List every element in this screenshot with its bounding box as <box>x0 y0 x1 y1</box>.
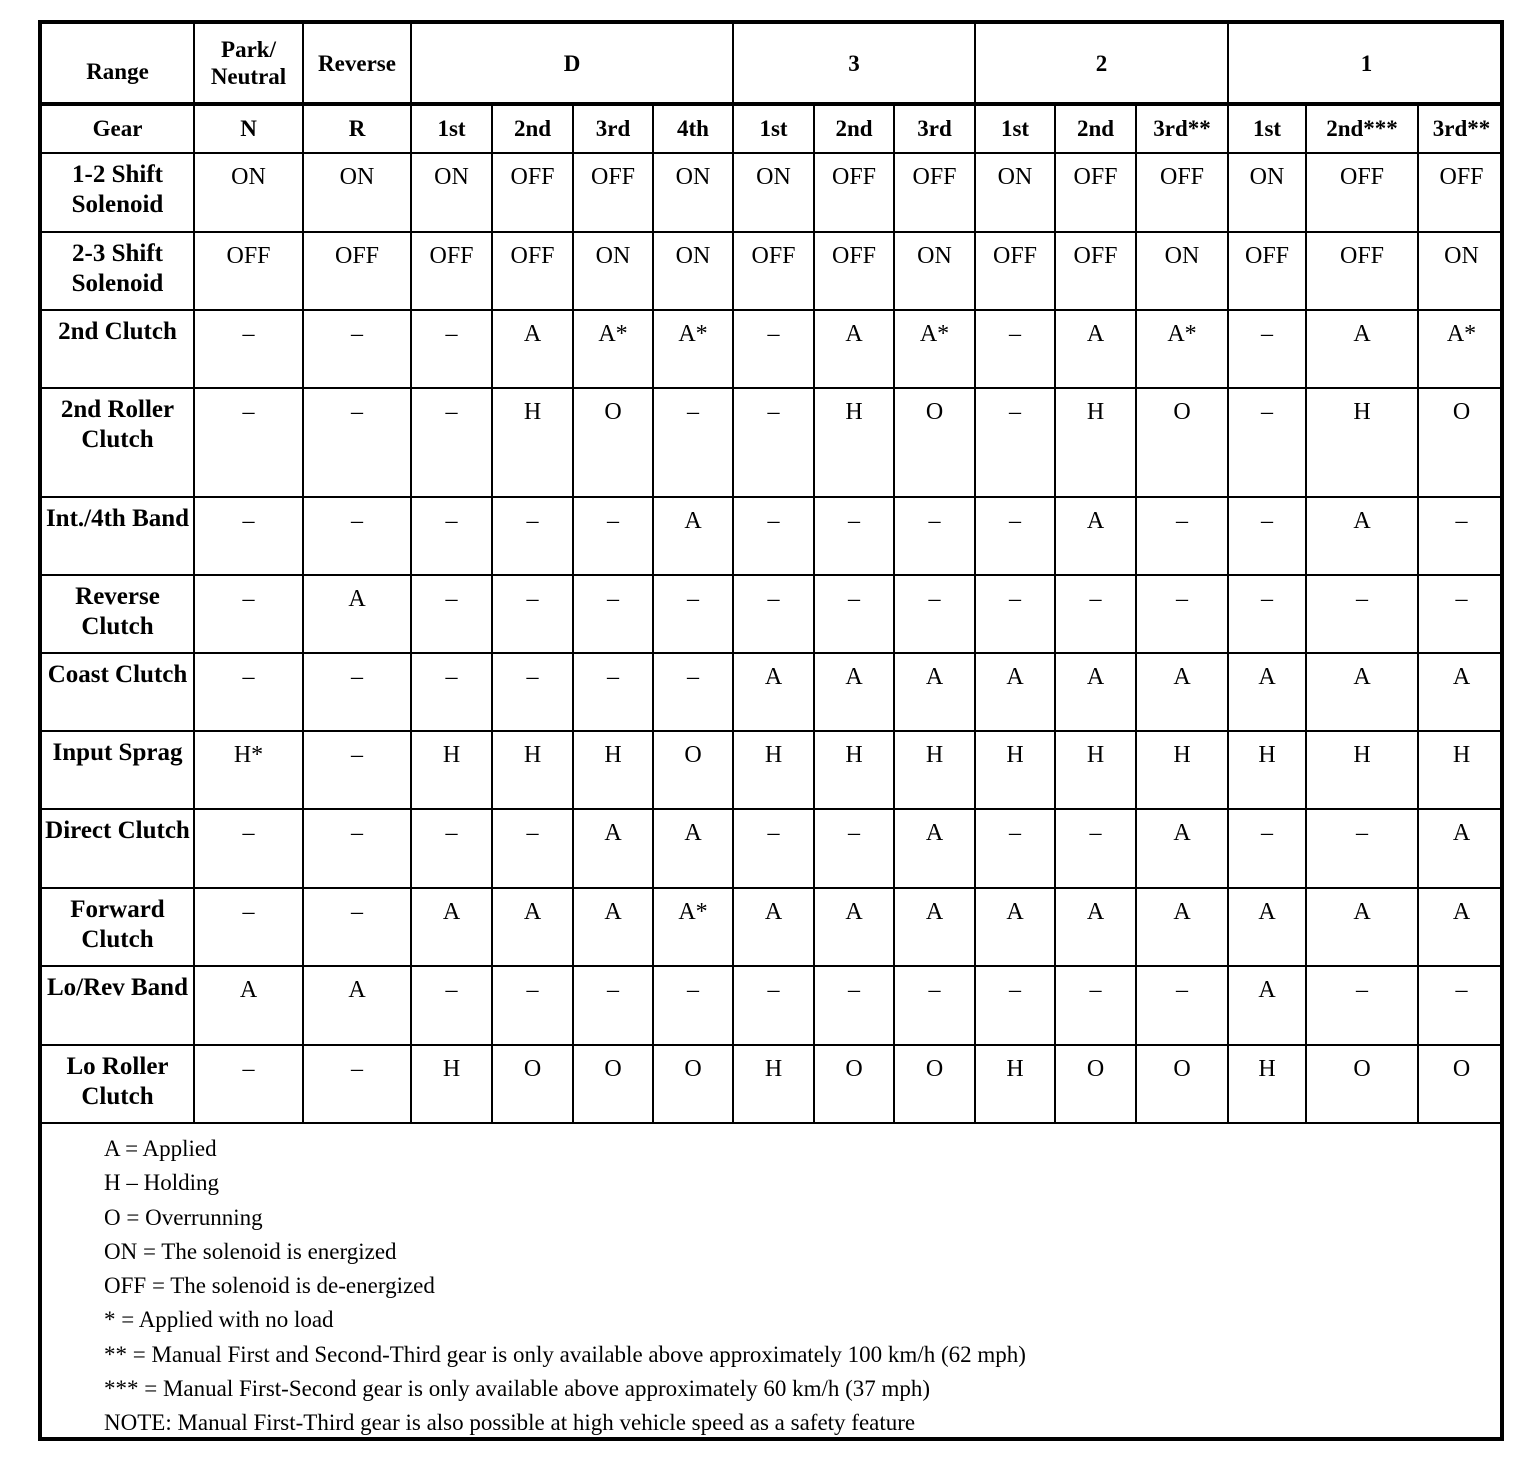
table-cell: – <box>1136 575 1228 653</box>
table-cell: OFF <box>492 232 573 310</box>
table-cell: O <box>1136 1045 1228 1123</box>
table-cell: – <box>814 966 894 1045</box>
table-cell: – <box>492 653 573 731</box>
table-cell: – <box>573 653 653 731</box>
table-cell: – <box>194 575 303 653</box>
table-cell: – <box>653 653 733 731</box>
gear-cell: N <box>194 104 303 153</box>
table-cell: A <box>1306 310 1418 388</box>
table-cell: – <box>303 653 411 731</box>
table-cell: – <box>1136 497 1228 575</box>
table-cell: – <box>492 497 573 575</box>
table-cell: OFF <box>1306 232 1418 310</box>
legend-line: * = Applied with no load <box>104 1307 334 1333</box>
table-row <box>42 232 1504 310</box>
table-cell: ON <box>411 153 492 232</box>
table-cell: – <box>303 809 411 888</box>
table-cell: – <box>303 731 411 809</box>
row-label: Input Sprag <box>42 731 194 809</box>
gear-cell: 3rd <box>894 104 975 153</box>
table-cell: H <box>1228 731 1306 809</box>
gear-cell: 3rd <box>573 104 653 153</box>
table-cell: – <box>1228 575 1306 653</box>
table-cell: A <box>1136 809 1228 888</box>
range-reverse: Reverse <box>303 24 411 104</box>
table-cell: A <box>975 653 1055 731</box>
gear-cell: 3rd** <box>1418 104 1504 153</box>
table-cell: H <box>975 1045 1055 1123</box>
gear-cell: 2nd <box>1055 104 1136 153</box>
table-cell: H <box>1306 731 1418 809</box>
table-cell: – <box>303 497 411 575</box>
table-cell: – <box>975 966 1055 1045</box>
table-cell: A <box>1306 888 1418 966</box>
table-cell: – <box>975 809 1055 888</box>
table-cell: A <box>1228 966 1306 1045</box>
table-cell: – <box>653 966 733 1045</box>
table-cell: OFF <box>411 232 492 310</box>
table-cell: – <box>653 575 733 653</box>
table-row <box>42 809 1504 888</box>
table-cell: ON <box>653 232 733 310</box>
table-cell: A <box>1055 310 1136 388</box>
table-cell: – <box>303 888 411 966</box>
table-cell: OFF <box>194 232 303 310</box>
table-cell: ON <box>1136 232 1228 310</box>
table-cell: – <box>894 966 975 1045</box>
table-cell: – <box>194 388 303 497</box>
table-cell: A* <box>894 310 975 388</box>
table-cell: H <box>894 731 975 809</box>
table-cell: A <box>1055 888 1136 966</box>
table-cell: A <box>303 966 411 1045</box>
table-cell: O <box>1306 1045 1418 1123</box>
table-cell: – <box>411 653 492 731</box>
table-cell: H* <box>194 731 303 809</box>
table-cell: – <box>733 310 814 388</box>
table-cell: – <box>1228 388 1306 497</box>
table-cell: – <box>411 966 492 1045</box>
gear-cell: 2nd*** <box>1306 104 1418 153</box>
table-cell: OFF <box>303 232 411 310</box>
range-row <box>42 24 1504 104</box>
range-2: 2 <box>975 24 1228 104</box>
table-cell: A <box>1418 888 1504 966</box>
table-cell: – <box>573 575 653 653</box>
table-cell: H <box>492 388 573 497</box>
table-cell: – <box>1055 575 1136 653</box>
table-cell: A <box>1055 653 1136 731</box>
table-cell: OFF <box>1055 153 1136 232</box>
row-label: 2-3 Shift Solenoid <box>42 232 194 310</box>
table-row <box>42 310 1504 388</box>
legend <box>104 1132 1026 1441</box>
gear-cell: 1st <box>411 104 492 153</box>
table-cell: – <box>975 388 1055 497</box>
table-cell: A <box>1136 888 1228 966</box>
table-cell: – <box>573 497 653 575</box>
table-cell: ON <box>653 153 733 232</box>
legend-line: O = Overrunning <box>104 1204 263 1230</box>
table-cell: – <box>411 388 492 497</box>
gear-cell: 1st <box>975 104 1055 153</box>
table-cell: – <box>975 575 1055 653</box>
table-cell: A <box>894 888 975 966</box>
gear-label: Gear <box>42 104 194 153</box>
table-cell: H <box>1418 731 1504 809</box>
legend-line: *** = Manual First-Second gear is only available above approximately 60 km/h (37 mph) <box>104 1376 931 1402</box>
table-cell: OFF <box>1228 232 1306 310</box>
table-cell: A <box>814 310 894 388</box>
table-cell: A <box>573 809 653 888</box>
table-cell: – <box>411 575 492 653</box>
table-cell: A <box>814 653 894 731</box>
legend-line: NOTE: Manual First-Third gear is also possible at high vehicle speed as a safety feature <box>104 1410 916 1436</box>
table-cell: – <box>733 966 814 1045</box>
table-row <box>42 966 1504 1045</box>
table-cell: – <box>894 497 975 575</box>
table-cell: – <box>733 497 814 575</box>
table-cell: – <box>303 388 411 497</box>
table-cell: H <box>975 731 1055 809</box>
table-cell: A* <box>653 310 733 388</box>
legend-line: ON = The solenoid is energized <box>104 1238 397 1264</box>
row-label: 2nd Roller Clutch <box>42 388 194 497</box>
table-cell: A <box>1306 653 1418 731</box>
table-cell: ON <box>975 153 1055 232</box>
table-cell: – <box>975 310 1055 388</box>
table-cell: A* <box>653 888 733 966</box>
table-cell: H <box>1306 388 1418 497</box>
table-cell: – <box>814 809 894 888</box>
table-cell: H <box>733 731 814 809</box>
table-cell: O <box>492 1045 573 1123</box>
table-cell: A <box>1228 888 1306 966</box>
table-cell: – <box>194 310 303 388</box>
table-row <box>42 575 1504 653</box>
table-cell: A <box>1136 653 1228 731</box>
table-cell: O <box>894 1045 975 1123</box>
table-cell: – <box>1306 966 1418 1045</box>
table-cell: A <box>894 653 975 731</box>
row-label: 2nd Clutch <box>42 310 194 388</box>
table-cell: OFF <box>573 153 653 232</box>
table-cell: – <box>1418 497 1504 575</box>
table-cell: H <box>1228 1045 1306 1123</box>
legend-line: ** = Manual First and Second-Third gear is only available above approximately 100 km/h (62 mph) <box>104 1341 1026 1367</box>
gear-cell: 3rd** <box>1136 104 1228 153</box>
table-cell: – <box>653 388 733 497</box>
table-cell: A <box>733 888 814 966</box>
table-row <box>42 497 1504 575</box>
table-cell: – <box>894 575 975 653</box>
table-cell: OFF <box>1136 153 1228 232</box>
table-cell: A* <box>573 310 653 388</box>
table-row <box>42 388 1504 497</box>
table-cell: – <box>573 966 653 1045</box>
table-cell: H <box>814 388 894 497</box>
table-cell: – <box>1228 497 1306 575</box>
table-cell: H <box>733 1045 814 1123</box>
table-cell: H <box>1055 731 1136 809</box>
table-cell: OFF <box>814 232 894 310</box>
table-cell: – <box>1418 575 1504 653</box>
legend-line: OFF = The solenoid is de-energized <box>104 1273 435 1299</box>
table-cell: OFF <box>1306 153 1418 232</box>
gear-cell: 1st <box>1228 104 1306 153</box>
row-label: Int./4th Band <box>42 497 194 575</box>
table-cell: O <box>653 1045 733 1123</box>
row-label: 1-2 Shift Solenoid <box>42 153 194 232</box>
table-cell: A <box>894 809 975 888</box>
table-cell: ON <box>894 232 975 310</box>
table-row <box>42 153 1504 232</box>
gear-cell: R <box>303 104 411 153</box>
table-cell: – <box>1228 809 1306 888</box>
table-cell: OFF <box>894 153 975 232</box>
table-cell: H <box>814 731 894 809</box>
table-cell: ON <box>1228 153 1306 232</box>
table-cell: – <box>1136 966 1228 1045</box>
table-cell: – <box>1055 809 1136 888</box>
table-cell: – <box>194 888 303 966</box>
table-cell: A <box>733 653 814 731</box>
table-cell: A <box>1418 809 1504 888</box>
table-cell: – <box>975 497 1055 575</box>
row-label: Lo/Rev Band <box>42 966 194 1045</box>
table-cell: O <box>894 388 975 497</box>
table-cell: O <box>814 1045 894 1123</box>
table-cell: H <box>411 1045 492 1123</box>
table-row <box>42 888 1504 966</box>
gear-cell: 2nd <box>492 104 573 153</box>
table-cell: – <box>1228 310 1306 388</box>
table-cell: A <box>411 888 492 966</box>
table-cell: – <box>733 809 814 888</box>
table-cell: O <box>1418 1045 1504 1123</box>
table-cell: – <box>492 966 573 1045</box>
table-cell: H <box>411 731 492 809</box>
table-cell: O <box>1136 388 1228 497</box>
table-row <box>42 1045 1504 1123</box>
table-cell: – <box>733 388 814 497</box>
range-park-neutral: Park/ Neutral <box>194 24 303 104</box>
row-label: Lo Roller Clutch <box>42 1045 194 1123</box>
table-cell: A <box>653 809 733 888</box>
table-cell: – <box>303 310 411 388</box>
table-cell: O <box>653 731 733 809</box>
table-cell: A <box>975 888 1055 966</box>
table-cell: – <box>303 1045 411 1123</box>
table-cell: A <box>653 497 733 575</box>
gear-cell: 4th <box>653 104 733 153</box>
table-cell: ON <box>733 153 814 232</box>
table-cell: H <box>573 731 653 809</box>
table-cell: ON <box>194 153 303 232</box>
table-cell: A* <box>1418 310 1504 388</box>
table-cell: ON <box>1418 232 1504 310</box>
table-cell: OFF <box>733 232 814 310</box>
table-cell: – <box>411 310 492 388</box>
table-cell: OFF <box>814 153 894 232</box>
gear-cell: 1st <box>733 104 814 153</box>
table-cell: O <box>1055 1045 1136 1123</box>
table-cell: A <box>194 966 303 1045</box>
table-cell: OFF <box>975 232 1055 310</box>
table-cell: A <box>1306 497 1418 575</box>
table-cell: – <box>492 575 573 653</box>
table-cell: O <box>573 1045 653 1123</box>
table-cell: A <box>303 575 411 653</box>
table-cell: – <box>733 575 814 653</box>
table-cell: – <box>1306 575 1418 653</box>
legend-line: H – Holding <box>104 1170 219 1196</box>
range-label: Range <box>42 24 194 104</box>
row-label: Forward Clutch <box>42 888 194 966</box>
table-cell: A* <box>1136 310 1228 388</box>
gear-cell: 2nd <box>814 104 894 153</box>
table-cell: – <box>814 497 894 575</box>
table-cell: OFF <box>1418 153 1504 232</box>
table-cell: OFF <box>492 153 573 232</box>
table-cell: A <box>1228 653 1306 731</box>
shift-chart <box>38 20 1504 1441</box>
table-cell: – <box>1055 966 1136 1045</box>
table-cell: – <box>194 497 303 575</box>
table-cell: – <box>814 575 894 653</box>
table-cell: A <box>573 888 653 966</box>
table-row <box>42 731 1504 809</box>
range-d: D <box>411 24 733 104</box>
table-cell: ON <box>573 232 653 310</box>
range-3: 3 <box>733 24 975 104</box>
table-cell: – <box>1306 809 1418 888</box>
table-cell: – <box>194 809 303 888</box>
table-cell: O <box>573 388 653 497</box>
table-cell: H <box>1136 731 1228 809</box>
table-cell: A <box>492 888 573 966</box>
legend-line: A = Applied <box>104 1136 217 1161</box>
table-cell: – <box>411 809 492 888</box>
range-1: 1 <box>1228 24 1504 104</box>
table-cell: – <box>492 809 573 888</box>
table-cell: – <box>1418 966 1504 1045</box>
row-label: Coast Clutch <box>42 653 194 731</box>
gear-row <box>42 104 1504 153</box>
table-cell: H <box>492 731 573 809</box>
table-cell: – <box>411 497 492 575</box>
table-cell: – <box>194 653 303 731</box>
table-cell: OFF <box>1055 232 1136 310</box>
row-label: Direct Clutch <box>42 809 194 888</box>
table-cell: – <box>194 1045 303 1123</box>
table-cell: A <box>492 310 573 388</box>
table-cell: ON <box>303 153 411 232</box>
table-cell: H <box>1055 388 1136 497</box>
shift-table <box>42 24 1504 1124</box>
row-label: Reverse Clutch <box>42 575 194 653</box>
table-cell: O <box>1418 388 1504 497</box>
table-cell: A <box>1418 653 1504 731</box>
table-cell: A <box>1055 497 1136 575</box>
table-row <box>42 653 1504 731</box>
table-cell: A <box>814 888 894 966</box>
